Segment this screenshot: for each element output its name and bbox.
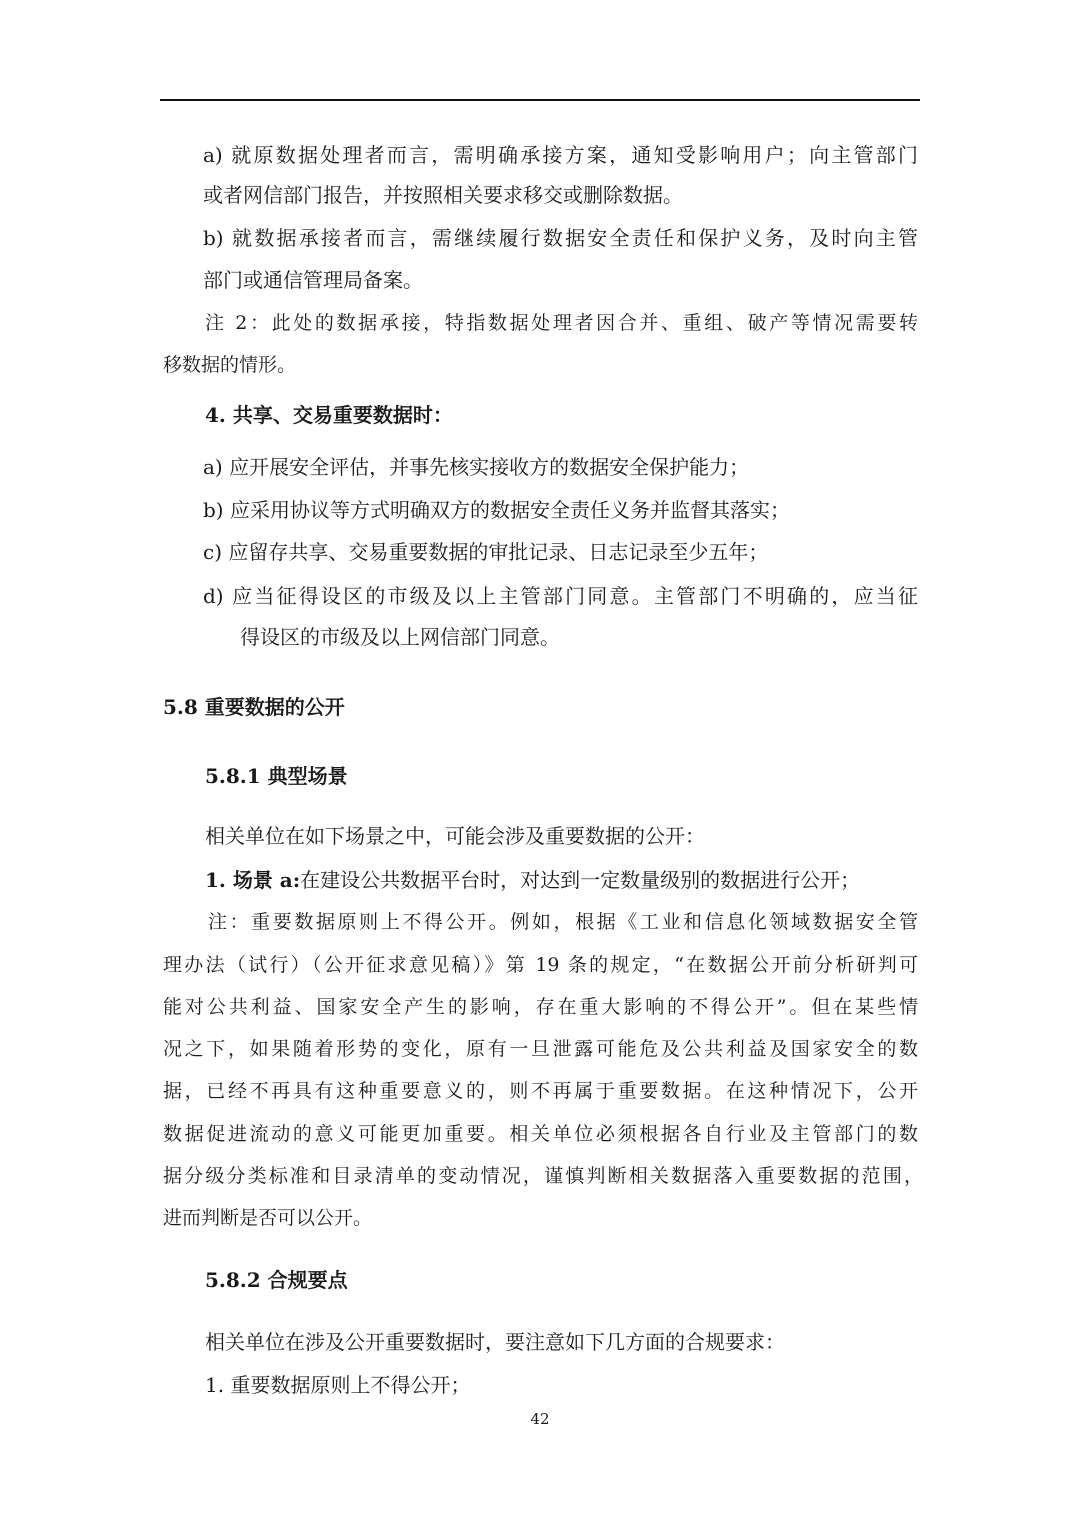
paragraph-line: b) 就数据承接者而言，需继续履行数据安全责任和保护义务，及时向主管 (203, 226, 918, 250)
list-item: 得设区的市级及以上网信部门同意。 (240, 625, 560, 649)
scenario-label: 1. 场景 a: (205, 868, 301, 892)
list-item: 1. 重要数据原则上不得公开； (205, 1373, 471, 1397)
page-number: 42 (530, 1410, 550, 1428)
note-line: 注 2：此处的数据承接，特指数据处理者因合并、重组、破产等情况需要转 (205, 312, 918, 334)
note-line: 能对公共利益、国家安全产生的影响，存在重大影响的不得公开”。但在某些情 (163, 996, 918, 1018)
note-line: 况之下，如果随着形势的变化，原有一旦泄露可能危及公共利益及国家安全的数 (163, 1038, 918, 1060)
list-item: b) 应采用协议等方式明确双方的数据安全责任义务并监督其落实； (203, 498, 790, 522)
header-rule (160, 99, 920, 101)
list-item: c) 应留存共享、交易重要数据的审批记录、日志记录至少五年； (203, 540, 769, 564)
note-line: 理办法（试行）（公开征求意见稿）》第 19 条的规定，“在数据公开前分析研判可 (163, 954, 918, 976)
paragraph-line: a) 就原数据处理者而言，需明确承接方案，通知受影响用户；向主管部门 (203, 143, 918, 167)
list-item: d) 应当征得设区的市级及以上主管部门同意。主管部门不明确的，应当征 (203, 584, 918, 608)
note-line: 数据促进流动的意义可能更加重要。相关单位必须根据各自行业及主管部门的数 (163, 1123, 918, 1145)
note-line: 据分级分类标准和目录清单的变动情况，谨慎判断相关数据落入重要数据的范围， (163, 1165, 923, 1187)
note-line: 进而判断是否可以公开。 (163, 1207, 373, 1229)
list-heading: 4. 共享、交易重要数据时： (205, 403, 453, 427)
subsection-heading: 5.8.1 典型场景 (205, 764, 348, 788)
note-line: 移数据的情形。 (163, 354, 297, 376)
note-line: 据，已经不再具有这种重要意义的，则不再属于重要数据。在这种情况下，公开 (163, 1080, 918, 1102)
scenario-text: 在建设公共数据平台时，对达到一定数量级别的数据进行公开； (300, 868, 861, 892)
paragraph-line: 相关单位在如下场景之中，可能会涉及重要数据的公开： (205, 824, 705, 848)
subsection-heading: 5.8.2 合规要点 (205, 1268, 348, 1292)
paragraph-line: 相关单位在涉及公开重要数据时，要注意如下几方面的合规要求： (205, 1330, 785, 1354)
scenario-line (205, 866, 860, 894)
paragraph-line: 或者网信部门报告，并按照相关要求移交或删除数据。 (203, 183, 683, 207)
list-item: a) 应开展安全评估，并事先核实接收方的数据安全保护能力； (203, 455, 750, 479)
note-line: 注：重要数据原则上不得公开。例如，根据《工业和信息化领域数据安全管 (208, 911, 918, 933)
paragraph-line: 部门或通信管理局备案。 (203, 268, 423, 292)
section-heading: 5.8 重要数据的公开 (163, 695, 345, 719)
